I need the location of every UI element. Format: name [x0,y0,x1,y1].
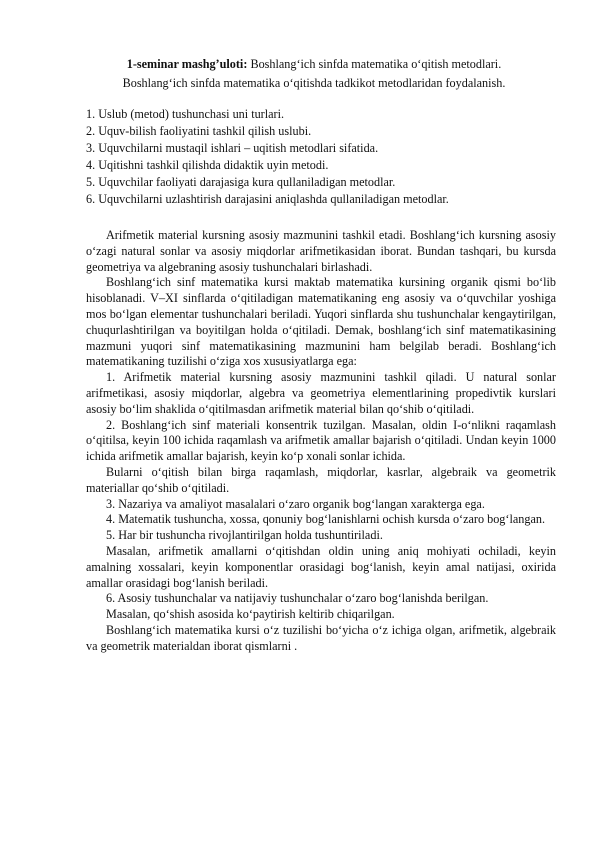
plan-item: 1. Uslub (metod) tushunchasi uni turlari. [86,107,285,121]
plan-list [86,106,556,207]
paragraph: 6. Asosiy tushunchalar va natijaviy tushunchalar o‘zaro bog‘lanishda berilgan. [106,591,489,606]
plan-item: 6. Uquvchilarni uzlashtirish darajasini aniqlashda qullaniladigan metodlar. [86,191,449,206]
paragraph: 5. Har bir tushuncha rivojlantirilgan holda tushuntiriladi. [106,528,383,543]
paragraph: 3. Nazariya va amaliyot masalalari o‘zaro organik bog‘langan xarakterga ega. [106,496,485,511]
paragraph: Boshlang‘ich sinf matematika kursi maktab matematika kursining organik qismi bo‘lib hisoblanadi. V–XI sinflarda o‘qitiladigan matematikaning eng asosiy va o‘quvchilar yoshiga mos bo‘lgan elementar tushunchalari beriladi. Yuqori sinflarda shu tushunchalar kengaytirilgan, chuqurlashtirilgan va boyitilgan holda o‘qitiladi. Demak, boshlang‘ich sinf matematikasining mazmuni yuqori sinf matematikasining mazmunini ham belgilab beradi. Boshlang‘ich matematikaning tuzilishi o‘ziga xos xususiyatlarga ega: [86,275,556,369]
paragraph: Masalan, arifmetik amallarni o‘qitishdan oldin uning aniq mohiyati ochiladi, keyin amalning xossalari, keyin komponentlar orasidagi bog‘lanish, keyin amal natijasi, oxirida amallar orasidagi bog‘lanish beriladi. [86,543,556,590]
plan-item: 2. Uquv-bilish faoliyatini tashkil qilish uslubi. [86,123,312,138]
body-text [86,228,556,655]
page-title [86,55,542,73]
paragraph: 1. Arifmetik material kursning asosiy mazmunini tashkil qiladi. U natural sonlar arifmetikasi, asosiy miqdorlar, algebra va geometriya elementlarining propedivtik kurslari asosiy bo‘lim shaklida o‘qitilmasdan arifmetik material bilan qo‘shib o‘qitiladi. [86,370,556,416]
paragraph: Masalan, qo‘shish asosida ko‘paytirish keltirib chiqarilgan. [106,607,395,622]
title-rest: Boshlang‘ich sinfda matematika o‘qitish metodlari. [247,57,502,71]
plan-item: 3. Uquvchilarni mustaqil ishlari – uqitish metodlari sifatida. [86,140,379,155]
paragraph: 4. Matematik tushuncha, xossa, qonuniy bog‘lanishlarni ochish kursda o‘zaro bog‘langan. [106,512,545,527]
title-bold: 1-seminar mashg’uloti: [126,57,248,71]
paragraph: Boshlang‘ich matematika kursi o‘z tuzilishi bo‘yicha o‘z ichiga olgan, arifmetik, algebraik va geometrik materialdan iborat qismlarni . [86,622,556,653]
paragraph: 2. Boshlang‘ich sinf materiali konsentrik tuzilgan. Masalan, oldin I-o‘nlikni raqamlash o‘qitilsa, keyin 100 ichida raqamlash va arifmetik amallar bajarish o‘qitiladi. Undan keyin 1000 ichida arifmetik amallar bajarish, keyin ko‘p xonali sonlar ichida. [86,417,556,464]
plan-item: 5. Uquvchilar faoliyati darajasiga kura qullaniladigan metodlar. [86,174,396,189]
paragraph: Bularni o‘qitish bilan birga raqamlash, miqdorlar, kasrlar, algebraik va geometrik materiallar qo‘shib o‘qitiladi. [86,464,556,495]
plan-item: 4. Uqitishni tashkil qilishda didaktik uyin metodi. [86,157,329,172]
page-subtitle: Boshlang‘ich sinfda matematika o‘qitishda tadkikot metodlaridan foydalanish. [122,76,506,90]
paragraph: Arifmetik material kursning asosiy mazmunini tashkil etadi. Boshlang‘ich kursning asosiy o‘zagi natural sonlar va asosiy miqdorlar arifmetikasidan iborat. Bundan tashqari, bu kursda geometriya va algebraning asosiy tushunchalari birlashadi. [86,228,556,274]
